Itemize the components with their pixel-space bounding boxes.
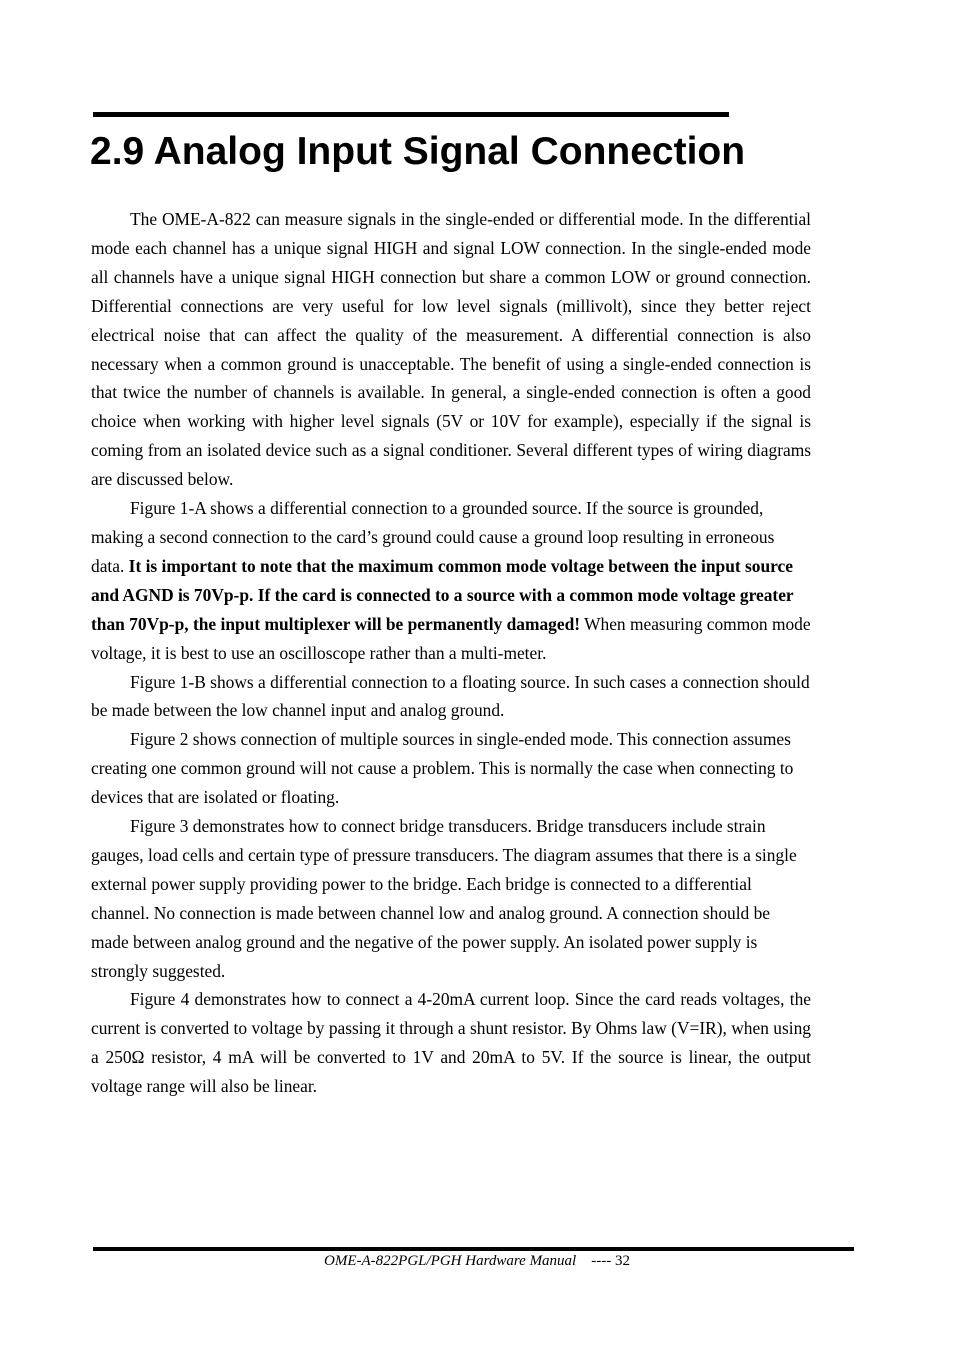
- header-rule: [93, 112, 729, 117]
- footer-page-number: ---- 32: [576, 1253, 630, 1269]
- paragraph-figure-4: Figure 4 demonstrates how to connect a 4-20mA current loop. Since the card reads voltages, the current is converted to voltage by passing it through a shunt resistor. By Ohms law (V=IR), when using a 250Ω resistor, 4 mA will be converted to 1V and 20mA to 5V. If the source is linear, the output voltage range will also be linear.: [91, 989, 811, 1097]
- paragraph-figure-1a: [91, 494, 811, 667]
- paragraph-figure-1a-lead: Figure 1-A shows a differential connection to a grounded source. If the source is grounded, making a second connection to the card’s ground could cause a ground loop resulting in erroneous data.: [91, 498, 775, 576]
- common-mode-warning: It is important to note that the maximum common mode voltage between the input source and AGND is 70Vp-p. If the card is connected to a source with a common mode voltage greater than 70Vp-p, the input multiplexer will be permanently damaged!: [91, 555, 794, 634]
- body-text: [91, 205, 811, 1101]
- page-footer: [0, 1251, 954, 1271]
- paragraph-figure-1a-tail: When measuring common mode voltage, it is best to use an oscilloscope rather than a multi-meter.: [91, 613, 811, 663]
- paragraph-figure-2: Figure 2 shows connection of multiple sources in single-ended mode. This connection assumes creating one common ground will not cause a problem. This is normally the case when connecting to devices that are isolated or floating.: [91, 729, 794, 808]
- paragraph-figure-1b: Figure 1-B shows a differential connection to a floating source. In such cases a connection should be made between the low channel input and analog ground.: [91, 671, 810, 721]
- paragraph-intro: The OME-A-822 can measure signals in the single-ended or differential mode. In the differential mode each channel has a unique signal HIGH and signal LOW connection. In the single-ended mode all channels have a unique signal HIGH connection but share a common LOW or ground connection. Differential connections are very useful for low level signals (millivolt), since they better reject electrical noise that can affect the quality of the measurement. A differential connection is also necessary when a common ground is unacceptable. The benefit of using a single-ended connection is that twice the number of channels is available. In general, a single-ended connection is often a good choice when working with higher level signals (5V or 10V for example), especially if the signal is coming from an isolated device such as a signal conditioner. Several different types of wiring diagrams are discussed below.: [91, 209, 811, 490]
- paragraph-figure-3: Figure 3 demonstrates how to connect bridge transducers. Bridge transducers include strain gauges, load cells and certain type of pressure transducers. The diagram assumes that there is a single external power supply providing power to the bridge. Each bridge is connected to a differential channel. No connection is made between channel low and analog ground. A connection should be made between analog ground and the negative of the power supply. An isolated power supply is strongly suggested.: [91, 816, 797, 981]
- section-title: 2.9 Analog Input Signal Connection: [90, 130, 746, 173]
- footer-doc-title: OME-A-822PGL/PGH Hardware Manual: [324, 1253, 577, 1269]
